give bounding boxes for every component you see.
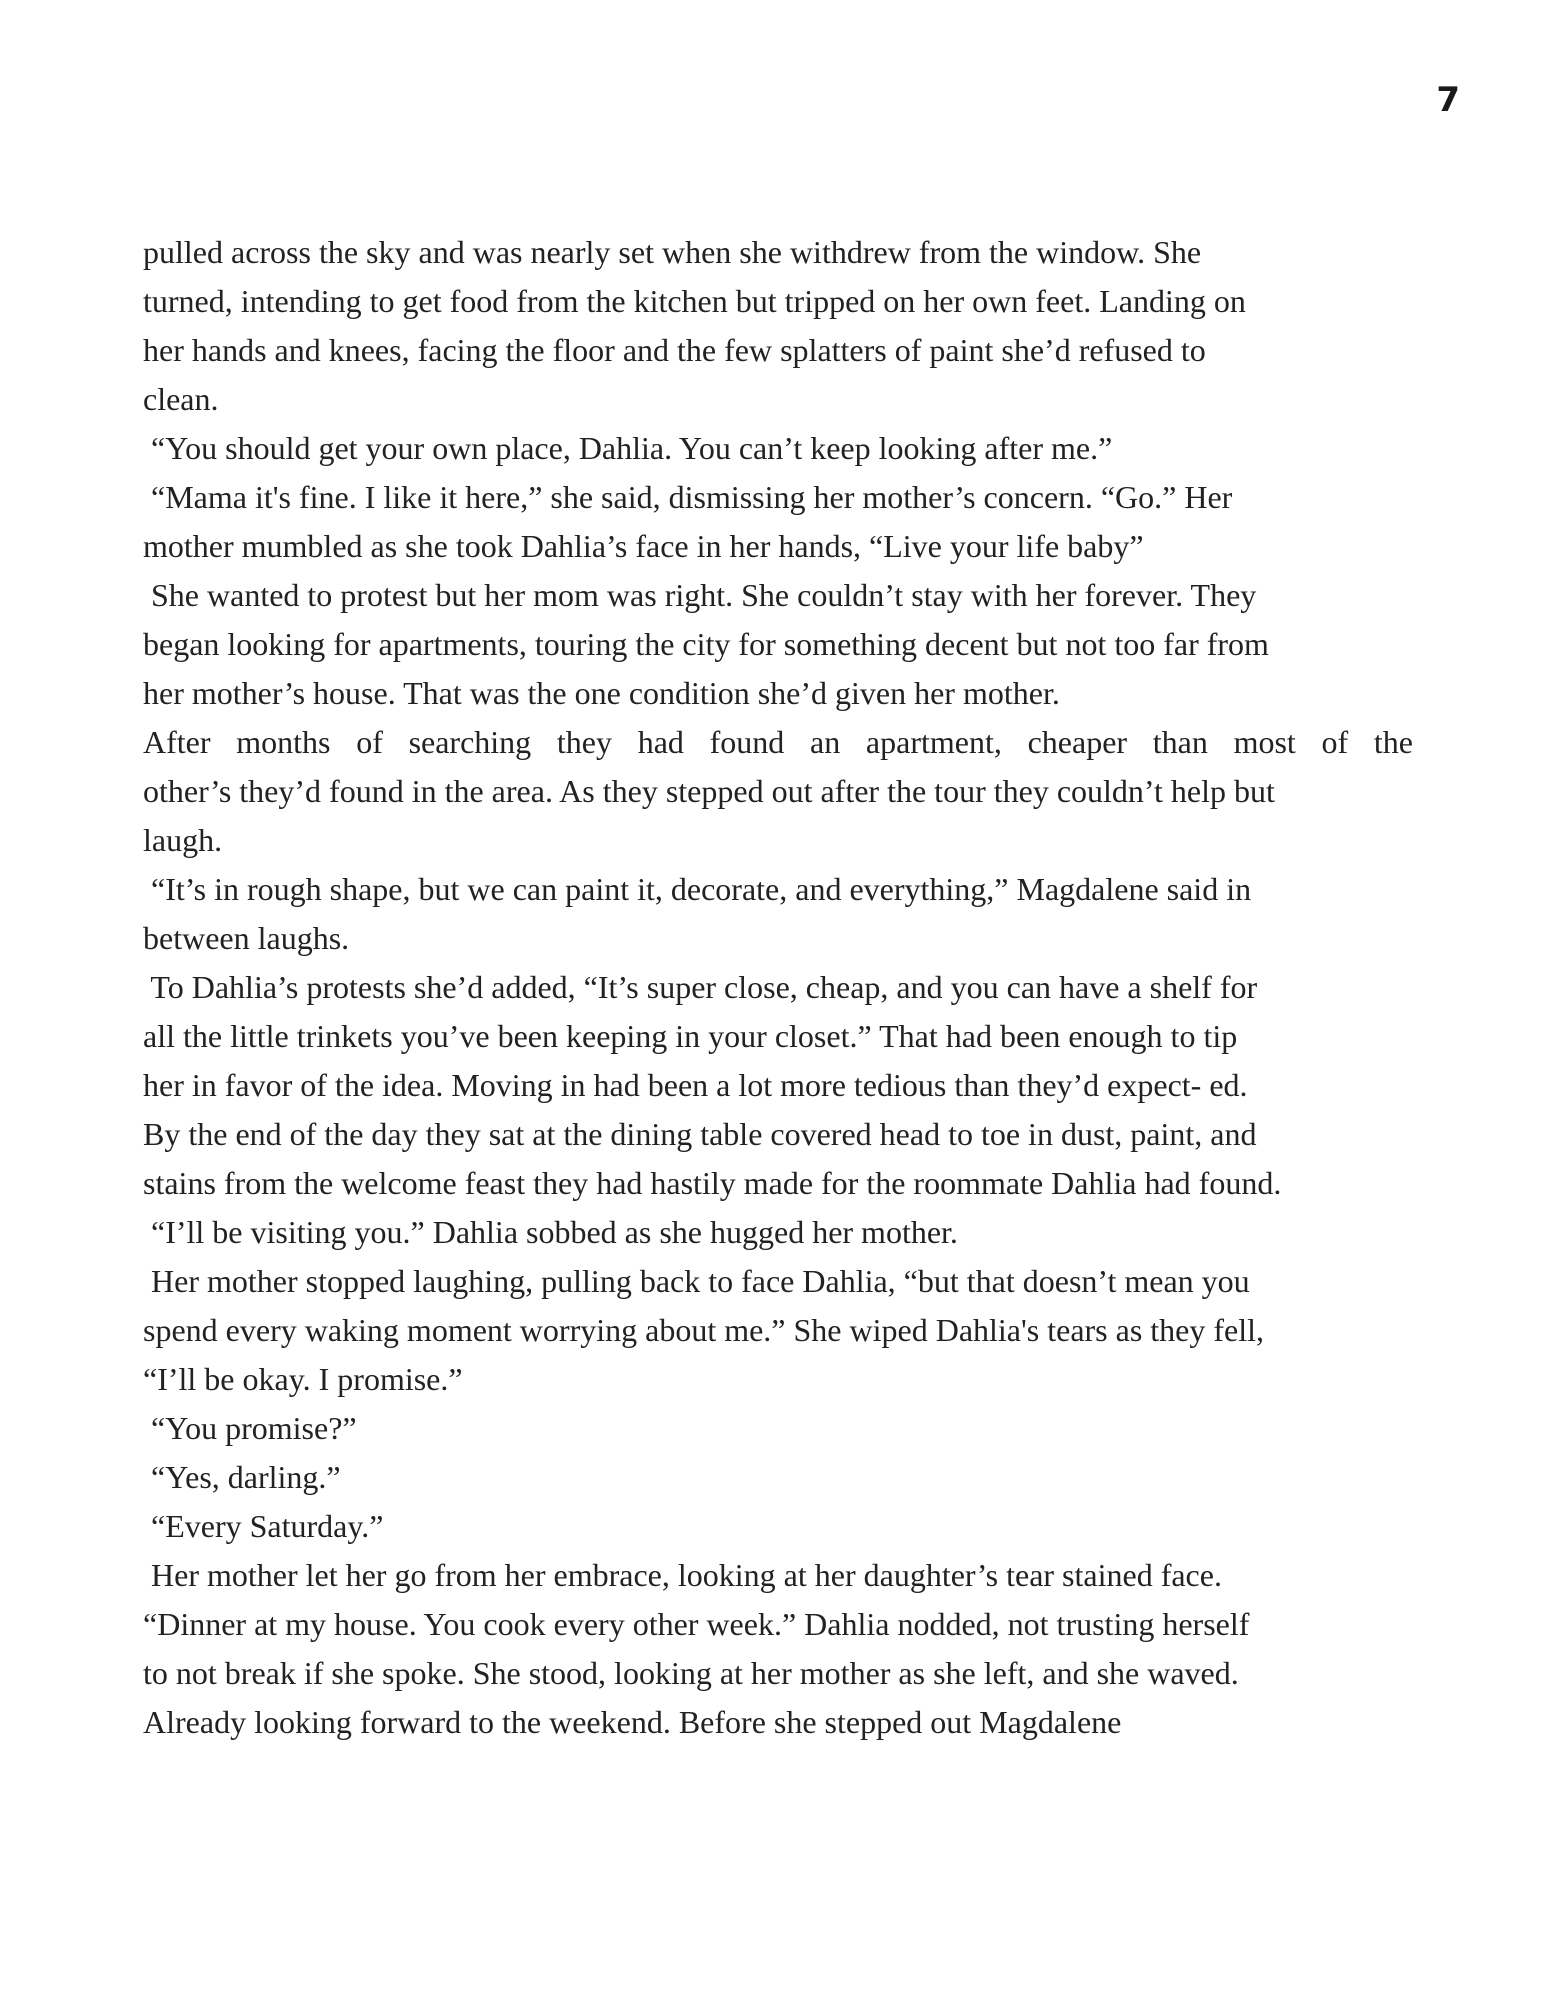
text-line: turned, intending to get food from the kitchen but tripped on her own feet. Landing on bbox=[143, 283, 1246, 319]
text-line: between laughs. bbox=[143, 920, 350, 956]
text-line: other’s they’d found in the area. As they stepped out after the tour they couldn’t help but bbox=[143, 773, 1275, 809]
text-line: her mother’s house. That was the one condition she’d given her mother. bbox=[143, 675, 1060, 711]
text-line: “You should get your own place, Dahlia. You can’t keep looking after me.” bbox=[143, 430, 1113, 466]
text-line: “I’ll be okay. I promise.” bbox=[143, 1361, 463, 1397]
text-line: began looking for apartments, touring the city for something decent but not too far from bbox=[143, 626, 1269, 662]
text-line: her in favor of the idea. Moving in had been a lot more tedious than they’d expect- ed. bbox=[143, 1067, 1248, 1103]
text-line: Her mother stopped laughing, pulling back to face Dahlia, “but that doesn’t mean you bbox=[143, 1263, 1250, 1299]
text-line: “Every Saturday.” bbox=[143, 1508, 384, 1544]
text-line: “It’s in rough shape, but we can paint it, decorate, and everything,” Magdalene said in bbox=[143, 871, 1252, 907]
page-number: 7 bbox=[1436, 80, 1460, 120]
body-text bbox=[143, 228, 1413, 1747]
text-line: To Dahlia’s protests she’d added, “It’s super close, cheap, and you can have a shelf for bbox=[143, 969, 1258, 1005]
text-line: laugh. bbox=[143, 822, 223, 858]
text-line: all the little trinkets you’ve been keeping in your closet.” That had been enough to tip bbox=[143, 1018, 1238, 1054]
text-line: spend every waking moment worrying about me.” She wiped Dahlia's tears as they fell, bbox=[143, 1312, 1265, 1348]
text-line: stains from the welcome feast they had hastily made for the roommate Dahlia had found. bbox=[143, 1165, 1282, 1201]
text-line: Her mother let her go from her embrace, looking at her daughter’s tear stained face. bbox=[143, 1557, 1222, 1593]
text-line: After months of searching they had found an apartment, cheaper than most of the bbox=[143, 724, 1413, 760]
text-line: pulled across the sky and was nearly set when she withdrew from the window. She bbox=[143, 234, 1202, 270]
text-line: By the end of the day they sat at the dining table covered head to toe in dust, paint, and bbox=[143, 1116, 1257, 1152]
text-line: her hands and knees, facing the floor and the few splatters of paint she’d refused to bbox=[143, 332, 1206, 368]
text-line: Already looking forward to the weekend. Before she stepped out Magdalene bbox=[143, 1704, 1122, 1740]
text-line: clean. bbox=[143, 381, 219, 417]
text-line: mother mumbled as she took Dahlia’s face in her hands, “Live your life baby” bbox=[143, 528, 1144, 564]
text-line: She wanted to protest but her mom was right. She couldn’t stay with her forever. They bbox=[143, 577, 1257, 613]
text-line: to not break if she spoke. She stood, looking at her mother as she left, and she waved. bbox=[143, 1655, 1239, 1691]
text-line: “You promise?” bbox=[143, 1410, 357, 1446]
text-line: “I’ll be visiting you.” Dahlia sobbed as she hugged her mother. bbox=[143, 1214, 958, 1250]
text-line: “Mama it's fine. I like it here,” she said, dismissing her mother’s concern. “Go.” Her bbox=[143, 479, 1233, 515]
text-line: “Yes, darling.” bbox=[143, 1459, 341, 1495]
text-line: “Dinner at my house. You cook every other week.” Dahlia nodded, not trusting herself bbox=[143, 1606, 1250, 1642]
